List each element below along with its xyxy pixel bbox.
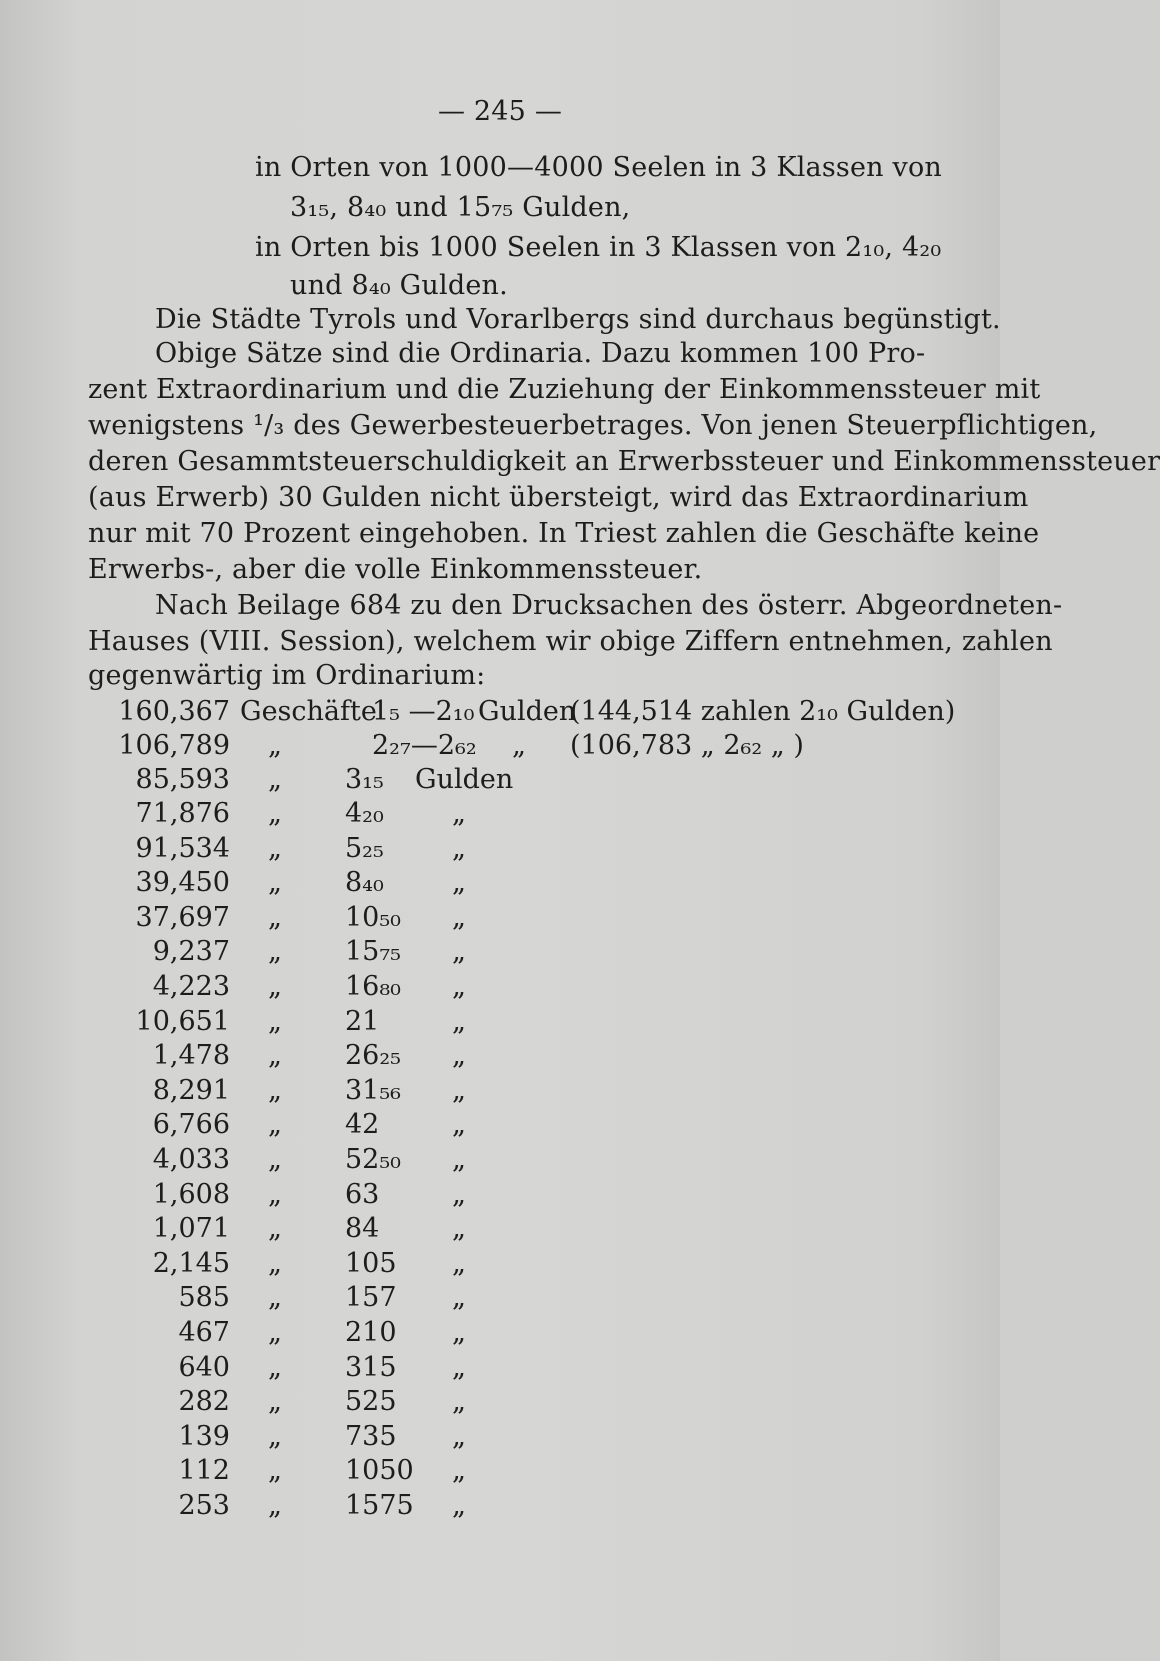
table-count: 4,033 [152,1144,230,1175]
table-rate: 735 [345,1421,397,1452]
table-rate: 63 [345,1179,380,1210]
ditto-mark: „ [452,1352,466,1383]
ditto-mark: „ [268,1421,282,1452]
table-count: 640 [178,1352,230,1383]
ditto-mark: „ [268,867,282,898]
ditto-mark: „ [268,798,282,829]
ditto-mark: „ [268,1213,282,1244]
ditto-mark: „ [452,1006,466,1037]
text-line-3: in Orten bis 1000 Seelen in 3 Klassen von 2₁₀, 4₂₀ [255,232,942,263]
ditto-mark: „ [452,1421,466,1452]
text-line-4: und 8₄₀ Gulden. [290,270,508,301]
text-line-12: Erwerbs-, aber die volle Einkommenssteuer. [88,554,703,585]
table-count: 85,593 [135,764,230,795]
table-count: 585 [178,1282,230,1313]
table-rate: 525 [345,1386,397,1417]
ditto-mark: „ [452,1386,466,1417]
ditto-mark: „ [268,1282,282,1313]
ditto-mark: „ [268,936,282,967]
text-line-8: wenigstens ¹/₃ des Gewerbesteuerbetrages. Von jenen Steuerpflichtigen, [88,410,1098,441]
ditto-mark: „ [452,936,466,967]
table-rate: 105 [345,1248,397,1279]
table-count: 91,534 [135,833,230,864]
ditto-mark: „ [452,798,466,829]
ditto-mark: „ [268,833,282,864]
text-line-15: gegenwärtig im Ordinarium: [88,660,486,691]
table-rate: 315 [345,1352,397,1383]
table-count: 6,766 [152,1109,230,1140]
table-rate: 8₄₀ [345,867,384,898]
ditto-mark: „ [452,1282,466,1313]
table-count: 282 [178,1386,230,1417]
ditto-mark: „ [452,1040,466,1071]
ditto-mark: „ [452,1248,466,1279]
ditto-mark: „ [268,1352,282,1383]
table-count: 1,608 [152,1179,230,1210]
ditto-mark: „ [452,1144,466,1175]
ditto-mark: „ [268,971,282,1002]
ditto-mark: „ [268,1006,282,1037]
text-line-5: Die Städte Tyrols und Vorarlbergs sind durchaus begünstigt. [155,304,1001,335]
table-count: 9,237 [152,936,230,967]
table-count: 4,223 [152,971,230,1002]
ditto-mark: „ [452,867,466,898]
ditto-mark: „ [268,1490,282,1521]
text-line-9: deren Gesammtsteuerschuldigkeit an Erwerbssteuer und Einkommenssteuer [88,446,1160,477]
table-count: 37,697 [135,902,230,933]
ditto-mark: „ [268,730,282,761]
text-line-2: 3₁₅, 8₄₀ und 15₇₅ Gulden, [290,192,631,223]
table-count: 106,789 [118,730,230,761]
ditto-mark: „ [452,833,466,864]
ditto-mark: „ [268,1109,282,1140]
text-line-1: in Orten von 1000—4000 Seelen in 3 Klassen von [255,152,943,183]
ditto-mark: „ [268,1455,282,1486]
ditto-mark: „ [452,971,466,1002]
table-rate: 16₈₀ [345,971,402,1002]
table-count: 8,291 [152,1075,230,1106]
table-rate: 1050 [345,1455,414,1486]
table-rate: 3₁₅ [345,764,384,795]
table-unit: Gulden [478,696,577,727]
text-line-10: (aus Erwerb) 30 Gulden nicht übersteigt, wird das Extraordinarium [88,482,1029,513]
text-line-14: Hauses (VIII. Session), welchem wir obige Ziffern entnehmen, zahlen [88,626,1053,657]
ditto-mark: „ [452,1179,466,1210]
table-count: 71,876 [135,798,230,829]
table-rate: 1575 [345,1490,414,1521]
page-number: — 245 — [437,96,563,127]
text-line-7: zent Extraordinarium und die Zuziehung der Einkommenssteuer mit [88,374,1041,405]
table-count: 10,651 [135,1006,230,1037]
table-count: 1,478 [152,1040,230,1071]
ditto-mark: „ [268,1144,282,1175]
table-rate: 2₂₇—2₆₂ [372,730,477,761]
table-rate: 42 [345,1109,380,1140]
ditto-mark: „ [268,764,282,795]
ditto-mark: „ [452,1075,466,1106]
table-count: 2,145 [152,1248,230,1279]
ditto-mark: „ [268,1040,282,1071]
table-count: 39,450 [135,867,230,898]
ditto-mark: „ [452,1213,466,1244]
ditto-mark: „ [268,1317,282,1348]
text-line-6: Obige Sätze sind die Ordinaria. Dazu kommen 100 Pro- [155,338,926,369]
table-rate: 15₇₅ [345,936,402,967]
ditto-mark: „ [452,1455,466,1486]
table-rate: 31₅₆ [345,1075,402,1106]
ditto-mark: „ [268,1248,282,1279]
table-count: 112 [178,1455,230,1486]
ditto-mark: „ [512,730,526,761]
table-rate: 26₂₅ [345,1040,402,1071]
text-line-11: nur mit 70 Prozent eingehoben. In Triest zahlen die Geschäfte keine [88,518,1040,549]
ditto-mark: „ [452,1109,466,1140]
table-unit: Gulden [415,764,514,795]
table-note: (106,783 „ 2₆₂ „ ) [570,730,804,761]
table-rate: 157 [345,1282,397,1313]
table-rate: 84 [345,1213,380,1244]
table-count: 467 [178,1317,230,1348]
table-rate: 4₂₀ [345,798,384,829]
table-rate: 1₅ —2₁₀ [372,696,475,727]
ditto-mark: „ [452,1317,466,1348]
ditto-mark: „ [268,902,282,933]
table-note: (144,514 zahlen 2₁₀ Gulden) [570,696,956,727]
ditto-mark: „ [452,1490,466,1521]
table-rate: 21 [345,1006,380,1037]
table-rate: 10₅₀ [345,902,402,933]
table-rate: 210 [345,1317,397,1348]
table-count: 1,071 [152,1213,230,1244]
table-count: 139 [178,1421,230,1452]
table-count: 253 [178,1490,230,1521]
ditto-mark: „ [268,1386,282,1417]
table-rate: 5₂₅ [345,833,384,864]
table-count: 160,367 [118,696,230,727]
table-rate: 52₅₀ [345,1144,402,1175]
table-label: Geschäfte [240,696,377,727]
ditto-mark: „ [268,1179,282,1210]
text-line-13: Nach Beilage 684 zu den Drucksachen des österr. Abgeordneten- [155,590,1063,621]
ditto-mark: „ [268,1075,282,1106]
ditto-mark: „ [452,902,466,933]
